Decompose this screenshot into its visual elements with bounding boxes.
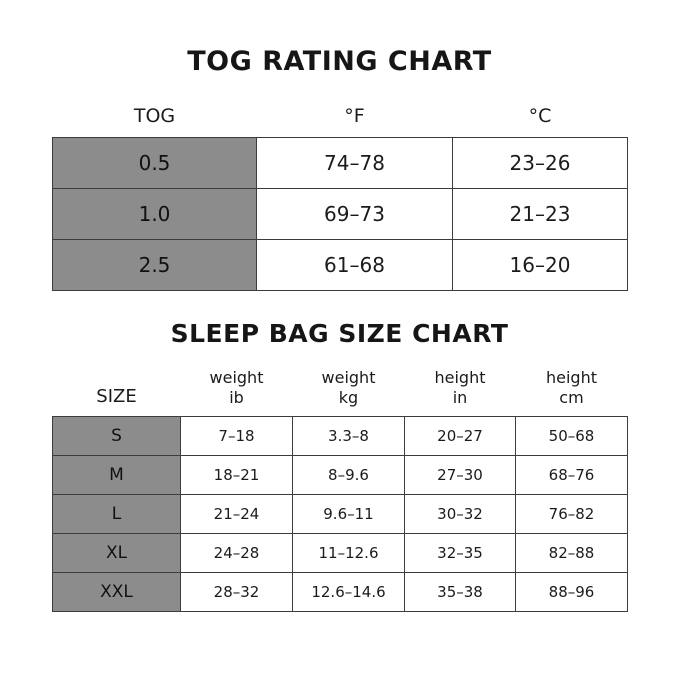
tog-celsius-cell: 21–23 [453, 189, 628, 240]
table-row [53, 189, 628, 240]
table-header-row [53, 99, 628, 138]
size-weight-kg-cell: 8–9.6 [293, 456, 405, 495]
size-height-in-cell: 20–27 [405, 417, 516, 456]
size-header-label: SIZE [96, 385, 137, 407]
table-row [53, 240, 628, 291]
tog-column-header-fahrenheit: °F [344, 105, 365, 127]
size-height-in-cell: 27–30 [405, 456, 516, 495]
height-in-header-label: height [434, 368, 486, 387]
tog-table-header [53, 99, 628, 138]
size-column-header-height-in [405, 364, 516, 417]
table-row [53, 138, 628, 189]
height-cm-header-label: height [546, 368, 597, 387]
table-row [53, 534, 628, 573]
size-height-cm-cell: 68–76 [516, 456, 628, 495]
sleep-bag-size-table [52, 364, 628, 612]
tog-celsius-cell: 23–26 [453, 138, 628, 189]
weight-kg-header-label: weight [321, 368, 376, 387]
weight-ib-header-label: weight [209, 368, 264, 387]
tog-fahrenheit-cell: 69–73 [257, 189, 453, 240]
size-weight-ib-cell: 18–21 [181, 456, 293, 495]
tog-value-cell: 1.0 [53, 189, 257, 240]
height-in-header-unit: in [452, 388, 468, 407]
table-row [53, 495, 628, 534]
size-chart-title: SLEEP BAG SIZE CHART [170, 319, 509, 348]
size-table-header [53, 364, 628, 417]
tog-value-cell: 2.5 [53, 240, 257, 291]
size-weight-kg-cell: 12.6–14.6 [293, 573, 405, 612]
tog-chart-title: TOG RATING CHART [187, 46, 492, 77]
weight-ib-header-unit: ib [229, 388, 244, 407]
size-weight-ib-cell: 24–28 [181, 534, 293, 573]
size-weight-ib-cell: 7–18 [181, 417, 293, 456]
size-chart-container [52, 364, 627, 612]
table-row [53, 573, 628, 612]
size-label-cell: S [53, 417, 181, 456]
tog-fahrenheit-cell: 74–78 [257, 138, 453, 189]
size-height-in-cell: 35–38 [405, 573, 516, 612]
size-column-header-weight-kg [293, 364, 405, 417]
size-weight-kg-cell: 11–12.6 [293, 534, 405, 573]
size-weight-ib-cell: 28–32 [181, 573, 293, 612]
size-height-cm-cell: 50–68 [516, 417, 628, 456]
size-column-header-weight-ib [181, 364, 293, 417]
tog-value-cell: 0.5 [53, 138, 257, 189]
size-table-body [53, 417, 628, 612]
tog-fahrenheit-cell: 61–68 [257, 240, 453, 291]
tog-celsius-cell: 16–20 [453, 240, 628, 291]
size-label-cell: XL [53, 534, 181, 573]
size-height-cm-cell: 82–88 [516, 534, 628, 573]
tog-table-body [53, 138, 628, 291]
size-column-header-height-cm [516, 364, 628, 417]
size-height-in-cell: 30–32 [405, 495, 516, 534]
weight-kg-header-unit: kg [338, 388, 359, 407]
height-cm-header-unit: cm [559, 388, 584, 407]
size-weight-kg-cell: 3.3–8 [293, 417, 405, 456]
size-label-cell: XXL [53, 573, 181, 612]
tog-column-header-tog: TOG [133, 105, 176, 127]
tog-column-header-celsius: °C [528, 105, 552, 127]
size-height-cm-cell: 76–82 [516, 495, 628, 534]
size-weight-ib-cell: 21–24 [181, 495, 293, 534]
size-label-cell: M [53, 456, 181, 495]
table-row [53, 417, 628, 456]
size-height-cm-cell: 88–96 [516, 573, 628, 612]
size-weight-kg-cell: 9.6–11 [293, 495, 405, 534]
tog-chart-container [52, 99, 627, 291]
size-height-in-cell: 32–35 [405, 534, 516, 573]
size-label-cell: L [53, 495, 181, 534]
size-column-header-size [53, 364, 181, 417]
tog-rating-table [52, 99, 628, 291]
table-row [53, 456, 628, 495]
table-header-row [53, 364, 628, 417]
